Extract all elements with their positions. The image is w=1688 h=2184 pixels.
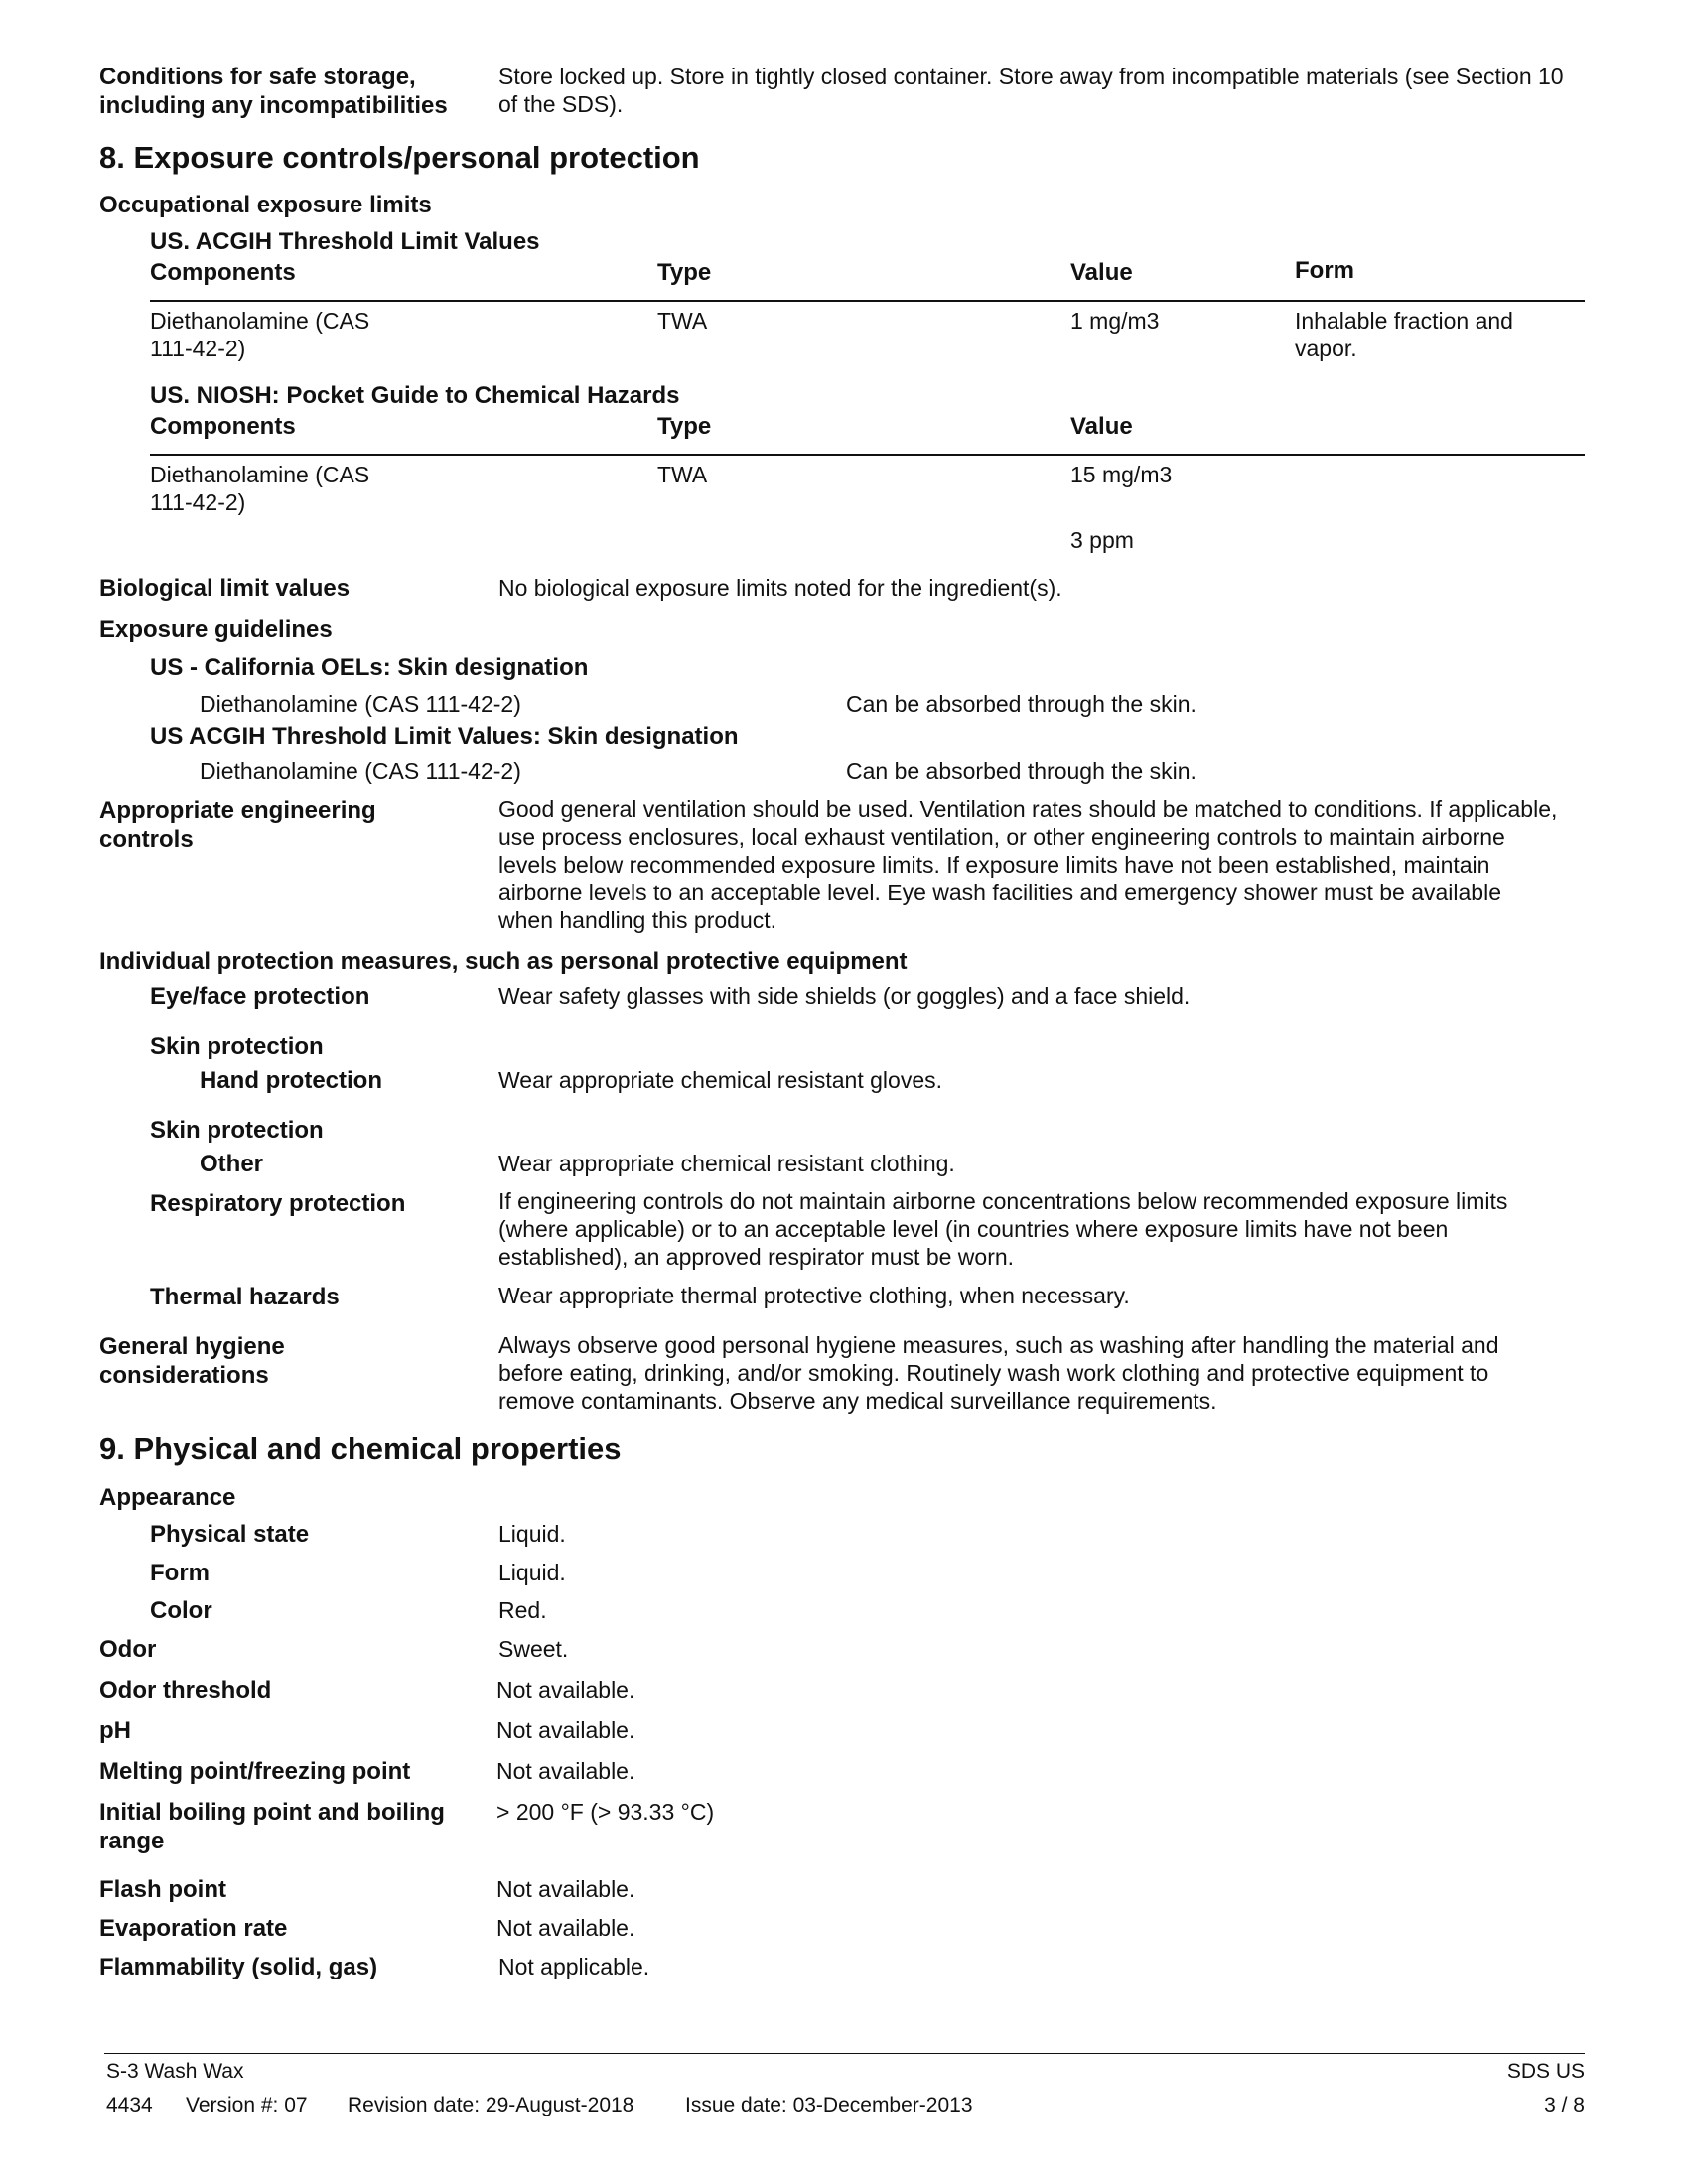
- acgih-header-value: Value: [1070, 259, 1133, 286]
- section-8-title: 8. Exposure controls/personal protection: [99, 140, 700, 175]
- respiratory-protection-text: If engineering controls do not maintain airborne concentrations below recommended exposure limits (where applicable) or to an acceptable level (in countries where exposure limits have not been established), an approved respirator must be worn.: [498, 1188, 1508, 1270]
- prop-value: > 200 °F (> 93.33 °C): [496, 1799, 715, 1825]
- skin-protection-label: Skin protection: [150, 1117, 324, 1144]
- niosh-table-title: US. NIOSH: Pocket Guide to Chemical Hazards: [150, 382, 680, 409]
- acgih-type-cell: TWA: [657, 308, 708, 334]
- niosh-header-rule: [150, 454, 1585, 456]
- prop-label: pH: [99, 1717, 131, 1744]
- footer-doc-type: SDS US: [1506, 2060, 1585, 2083]
- prop-value: Not available.: [496, 1876, 635, 1902]
- engineering-controls-text: Good general ventilation should be used. Ventilation rates should be matched to conditions. If applicable, use process enclosures, local exhaust ventilation, or other engineering controls to maintain airborne levels below recommended exposure limits. If exposure limits have not been established, maintain airborne levels to an acceptable level. Eye wash facilities and emergency shower must be available when handling this product.: [498, 796, 1558, 933]
- hygiene-text: Always observe good personal hygiene measures, such as washing after handling the material and before eating, drinking, and/or smoking. Routinely wash work clothing and protective equipment to remove contaminants. Observe any medical surveillance requirements.: [498, 1332, 1499, 1414]
- footer-issue-date: Issue date: 03-December-2013: [685, 2094, 973, 2116]
- acgih-header-components: Components: [150, 259, 296, 286]
- prop-value: Not available.: [496, 1677, 635, 1703]
- ca-oel-item: Diethanolamine (CAS 111-42-2): [200, 691, 521, 717]
- acgih-skin-item: Diethanolamine (CAS 111-42-2): [200, 758, 521, 784]
- footer-rule: [104, 2053, 1585, 2054]
- niosh-type-cell: TWA: [657, 462, 708, 487]
- ca-oel-text: Can be absorbed through the skin.: [846, 691, 1196, 717]
- other-protection-label: Other: [200, 1151, 264, 1177]
- prop-value: Not applicable.: [498, 1954, 650, 1979]
- hygiene-label: General hygiene considerations: [99, 1333, 285, 1389]
- oel-label: Occupational exposure limits: [99, 192, 432, 218]
- prop-label: Initial boiling point and boiling range: [99, 1799, 445, 1854]
- acgih-form-cell: Inhalable fraction and vapor.: [1295, 308, 1513, 361]
- acgih-skin-title: US ACGIH Threshold Limit Values: Skin designation: [150, 723, 739, 750]
- engineering-controls-label: Appropriate engineering controls: [99, 797, 376, 853]
- storage-text: Store locked up. Store in tightly closed container. Store away from incompatible materials (see Section 10 of the SDS).: [498, 64, 1564, 117]
- prop-label: Color: [150, 1597, 212, 1624]
- prop-value: Not available.: [496, 1717, 635, 1743]
- acgih-table-title: US. ACGIH Threshold Limit Values: [150, 228, 540, 255]
- niosh-header-components: Components: [150, 413, 296, 440]
- acgih-header-type: Type: [657, 259, 712, 286]
- ca-oel-title: US - California OELs: Skin designation: [150, 654, 589, 681]
- niosh-component-cell: Diethanolamine (CAS 111-42-2): [150, 462, 370, 515]
- prop-label: Odor: [99, 1636, 157, 1663]
- section-9-title: 9. Physical and chemical properties: [99, 1432, 622, 1466]
- prop-label: Physical state: [150, 1521, 310, 1548]
- prop-value: Red.: [498, 1597, 547, 1623]
- prop-label: Flash point: [99, 1876, 226, 1903]
- other-protection-text: Wear appropriate chemical resistant clothing.: [498, 1151, 955, 1176]
- acgih-header-form: Form: [1295, 257, 1354, 284]
- footer-page-number: 3 / 8: [1544, 2094, 1585, 2116]
- acgih-component-cell: Diethanolamine (CAS 111-42-2): [150, 308, 370, 361]
- niosh-value-cell: 15 mg/m3: [1070, 462, 1173, 487]
- prop-label: Melting point/freezing point: [99, 1758, 411, 1785]
- bio-limits-label: Biological limit values: [99, 575, 351, 602]
- skin-protection-label: Skin protection: [150, 1033, 324, 1060]
- prop-value: Liquid.: [498, 1560, 566, 1585]
- prop-value: Sweet.: [498, 1636, 569, 1662]
- thermal-hazards-text: Wear appropriate thermal protective clothing, when necessary.: [498, 1283, 1130, 1308]
- prop-label: Form: [150, 1560, 210, 1586]
- footer-revision-date: Revision date: 29-August-2018: [348, 2094, 634, 2116]
- eye-protection-label: Eye/face protection: [150, 983, 370, 1010]
- prop-value: Not available.: [496, 1758, 635, 1784]
- niosh-value-cell: 3 ppm: [1070, 527, 1134, 553]
- prop-label: Evaporation rate: [99, 1915, 288, 1942]
- bio-limits-text: No biological exposure limits noted for the ingredient(s).: [498, 575, 1062, 601]
- prop-value: Liquid.: [498, 1521, 566, 1547]
- acgih-header-rule: [150, 300, 1585, 302]
- thermal-hazards-label: Thermal hazards: [150, 1284, 340, 1310]
- hand-protection-text: Wear appropriate chemical resistant gloves.: [498, 1067, 943, 1093]
- acgih-value-cell: 1 mg/m3: [1070, 308, 1160, 334]
- prop-label: Odor threshold: [99, 1677, 272, 1704]
- respiratory-protection-label: Respiratory protection: [150, 1190, 406, 1217]
- appearance-label: Appearance: [99, 1484, 236, 1511]
- niosh-header-value: Value: [1070, 413, 1133, 440]
- footer-version: Version #: 07: [186, 2094, 308, 2116]
- prop-label: Flammability (solid, gas): [99, 1954, 378, 1980]
- footer-code: 4434: [106, 2094, 153, 2116]
- storage-label: Conditions for safe storage, including any incompatibilities: [99, 64, 448, 119]
- prop-value: Not available.: [496, 1915, 635, 1941]
- niosh-header-type: Type: [657, 413, 712, 440]
- acgih-skin-text: Can be absorbed through the skin.: [846, 758, 1196, 784]
- ppe-title: Individual protection measures, such as personal protective equipment: [99, 948, 908, 975]
- eye-protection-text: Wear safety glasses with side shields (or goggles) and a face shield.: [498, 983, 1191, 1009]
- footer-product: S-3 Wash Wax: [106, 2060, 244, 2083]
- hand-protection-label: Hand protection: [200, 1067, 382, 1094]
- exposure-guidelines-label: Exposure guidelines: [99, 616, 333, 643]
